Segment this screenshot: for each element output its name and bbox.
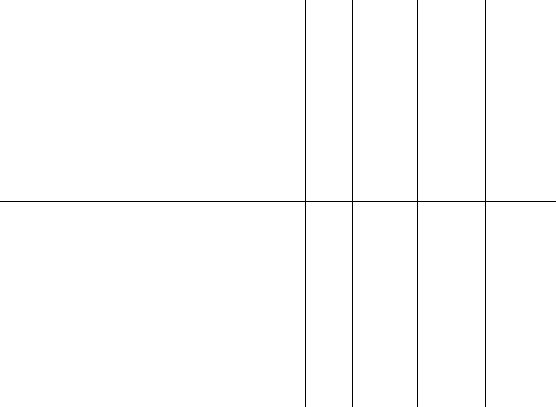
column-divider [485, 0, 486, 407]
column-divider [305, 0, 306, 407]
column-divider [352, 0, 353, 407]
column-divider [417, 0, 418, 407]
section-divider [0, 201, 556, 202]
